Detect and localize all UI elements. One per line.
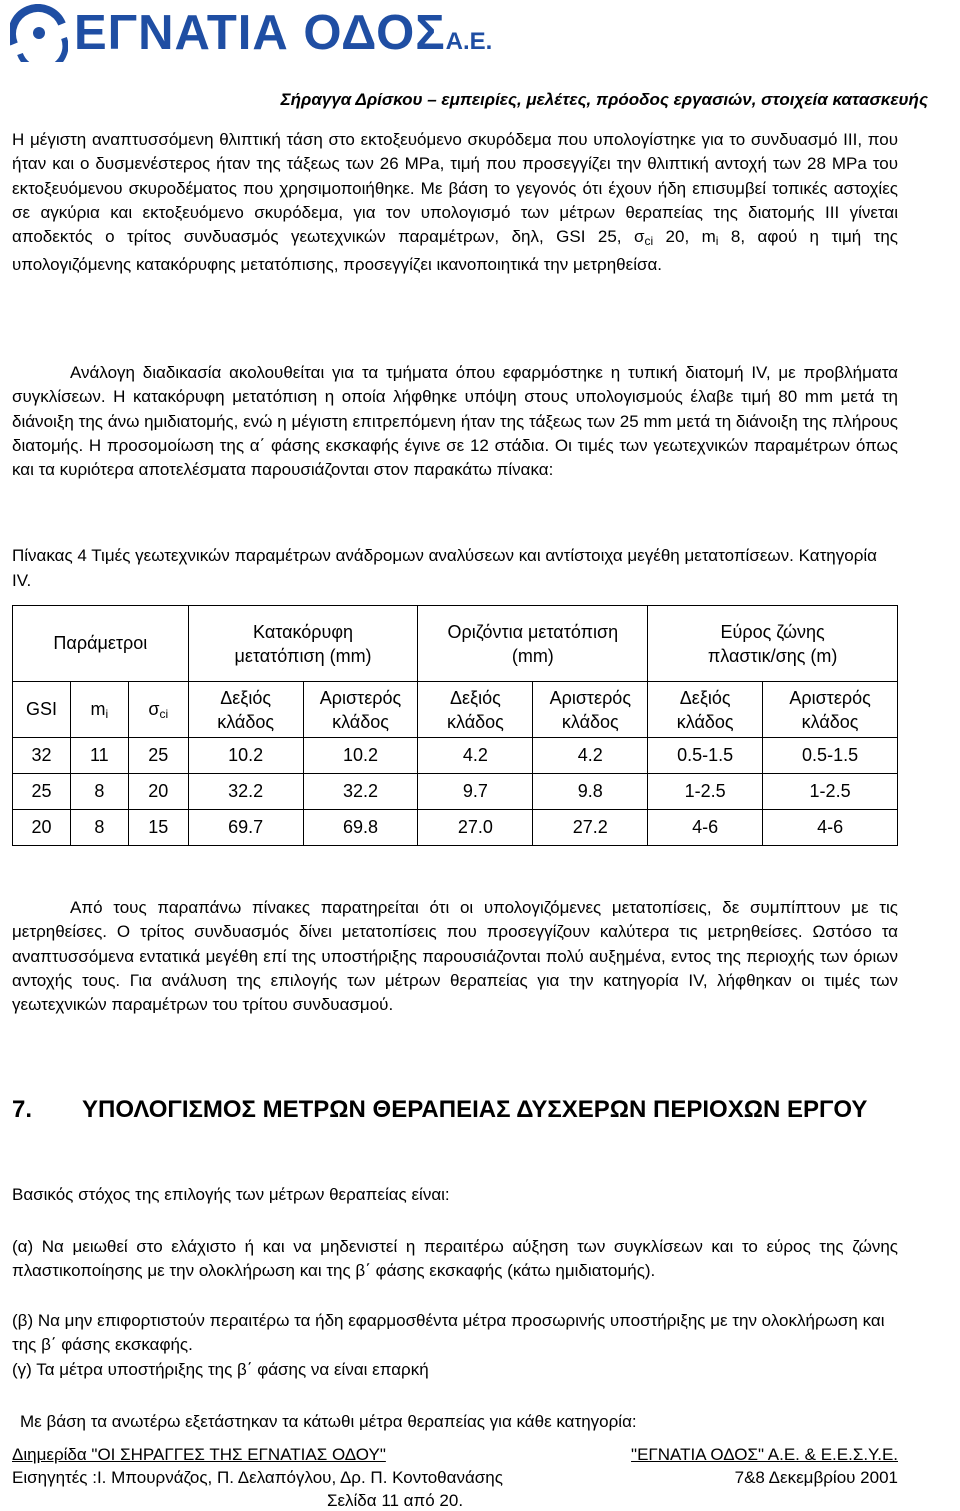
header-vertical-displacement: Κατακόρυφη μετατόπιση (mm) [188,606,418,682]
cell-gsi: 25 [13,774,71,810]
cell-vertical-left: 32.2 [303,774,418,810]
geotechnical-parameters-table [12,605,898,846]
footer-event: Διημερίδα "ΟΙ ΣΗΡΑΓΓΕΣ ΤΗΣ ΕΓΝΑΤΙΑΣ ΟΔΟΥ" [12,1445,386,1464]
paragraph-section-iv: Ανάλογη διαδικασία ακολουθείται για τα τμήματα όπου εφαρμόστηκε η τυπική διατομή ΙV, με προβλήματα συγκλίσεων. Η κατακόρυφη μετατόπιση η οποία λήφθηκε υπόψη στους υπολογισμούς έλαβε τιμή 80 mm μετά τη διάνοιξη της άνω ημιδιατομής, ενώ η μέγιστη επιτρεπόμενη ήταν της τάξεως των 25 mm μετά τη διάνοιξη της πλήρους διατομής. Η προσομοίωση της α΄ φάσης εκσκαφής έγινε σε 12 στάδια. Οι τιμές των γεωτεχνικών παραμέτρων όπως και τα κυριότερα αποτελέσματα παρουσιάζονται στον παρακάτω πίνακα: [12,363,898,480]
cell-vertical-right: 69.7 [188,810,303,846]
footer-page-number: Σελίδα 11 από 20. [326,1491,464,1510]
table-header-row [13,606,898,682]
footer-organizer: "ΕΓΝΑΤΙΑ ΟΔΟΣ" Α.Ε. & Ε.Ε.Σ.Υ.Ε. [631,1445,898,1464]
table-caption: Πίνακας 4 Τιμές γεωτεχνικών παραμέτρων ανάδρομων αναλύσεων και αντίστοιχα μεγέθη μετατοπίσεων. Κατηγορία ΙV. [12,546,877,590]
cell-sigma-ci: 20 [128,774,188,810]
table-row [13,810,898,846]
header-right-branch: Δεξιός κλάδος [648,682,763,738]
paragraph-stress-analysis: Η μέγιστη αναπτυσσόμενη θλιπτική τάση στο εκτοξευόμενο σκυρόδεμα που υπολογίστηκε για το συνδυασμό ΙΙΙ, που ήταν και ο δυσμενέστερος ήταν της τάξεως των 26 MPa, τιμή που προσεγγίζει την θλιπτική αντοχή των 28 MPa του εκτοξευόμενου σκυροδέματος που χρησιμοποιήθηκε. Με βάση το γεγονός ότι έχουν ήδη επισυμβεί τοπικές αστοχίες σε αγκύρια και εκτοξευόμενο σκυρόδεμα, για τον υπολογισμό των μέτρων θεραπείας της διατομής ΙΙΙ γίνεται αποδεκτός ο τρίτος συνδυασμός γεωτεχνικών παραμέτρων, δηλ, GSI 25, $\sigma_{ci}$ 20, $m_i$ 8, αφού η τιμή της υπολογιζόμενης κατακόρυφης μετατόπισης, προσεγγίζει ικανοποιητικά την μετρηθείσα. [12,130,898,275]
footer-line-1 [12,1445,898,1467]
header-mi: $m_i$ [70,682,128,738]
header-plastic-zone: Εύρος ζώνης πλαστικ/σης (m) [648,606,898,682]
header-right-branch: Δεξιός κλάδος [418,682,533,738]
table-row [13,738,898,774]
header-right-branch: Δεξιός κλάδος [188,682,303,738]
cell-horizontal-right: 27.0 [418,810,533,846]
cell-vertical-right: 32.2 [188,774,303,810]
cell-mi: 8 [70,810,128,846]
header-left-branch: Αριστερός κλάδος [763,682,898,738]
table-subheader-row [13,682,898,738]
cell-zone-right: 4-6 [648,810,763,846]
header-parameters: Παράμετροι [13,606,189,682]
footer-line-2 [12,1468,898,1490]
footer-date: 7&8 Δεκεμβρίου 2001 [734,1468,898,1487]
cell-gsi: 20 [13,810,71,846]
cell-sigma-ci: 25 [128,738,188,774]
cell-zone-right: 0.5-1.5 [648,738,763,774]
cell-zone-left: 1-2.5 [763,774,898,810]
cell-horizontal-left: 4.2 [533,738,648,774]
header-gsi: GSI [13,682,71,738]
section-number: 7. [12,1096,33,1123]
cell-vertical-left: 10.2 [303,738,418,774]
logo-emblem-icon [10,4,68,62]
cell-gsi: 32 [13,738,71,774]
list-item-a: (α) Να μειωθεί στο ελάχιστο ή και να μηδενιστεί η περαιτέρω αύξηση των συγκλίσεων και το εύρος της ζώνης πλαστικοποίησης με την ολοκλήρωση και της β΄ φάσης εκσκαφής (κάτω ημιδιατομής). [12,1237,898,1281]
paragraph-conclusions: Από τους παραπάνω πίνακες παρατηρείται ότι οι υπολογιζόμενες μετατοπίσεις, δε συμπίπτουν με τις μετρηθείσες. Ο τρίτος συνδυασμός δίνει μετατοπίσεις που προσεγγίζουν καλύτερα τις μετρηθείσες. Ωστόσο τα αναπτυσσόμενα εντατικά μεγέθη επί της υποστήριξης παρουσιάζονται πολύ αυξημένα, εντος της περιοχής των όριων αντοχής τους. Για ανάλυση της επιλογής των μέτρων θεραπείας για την κατηγορία ΙV, λήφθηκαν οι τιμές των γεωτεχνικών παραμέτρων του τρίτου συνδυασμού. [12,898,898,1015]
cell-horizontal-right: 4.2 [418,738,533,774]
cell-mi: 8 [70,774,128,810]
list-item-b: (β) Να μην επιφορτιστούν περαιτέρω τα ήδη εφαρμοσθέντα μέτρα προσωρινής υποστήριξης με την ολοκλήρωση και της β΄ φάσης εκσκαφής. [12,1311,885,1355]
cell-horizontal-left: 27.2 [533,810,648,846]
cell-sigma-ci: 15 [128,810,188,846]
cell-vertical-right: 10.2 [188,738,303,774]
cell-zone-right: 1-2.5 [648,774,763,810]
logo-wordmark: ΕΓΝΑΤΙΑ ΟΔΟΣΑ.Ε. [74,6,493,60]
table-row [13,774,898,810]
cell-horizontal-right: 9.7 [418,774,533,810]
company-logo [10,4,493,62]
cell-zone-left: 0.5-1.5 [763,738,898,774]
footer-authors: Εισηγητές :Ι. Μπουρνάζος, Π. Δελαπόγλου, Δρ. Π. Κοντοθανάσης [12,1468,503,1487]
header-sigma-ci: $\sigma_{ci}$ [128,682,188,738]
paragraph-goal: Βασικός στόχος της επιλογής των μέτρων θεραπείας είναι: [12,1185,450,1204]
footer-line-3 [12,1491,898,1511]
header-left-branch: Αριστερός κλάδος [533,682,648,738]
cell-zone-left: 4-6 [763,810,898,846]
section-title: ΥΠΟΛΟΓΙΣΜΟΣ ΜΕΤΡΩΝ ΘΕΡΑΠΕΙΑΣ ΔΥΣΧΕΡΩΝ ΠΕΡΙΟΧΩΝ ΕΡΓΟΥ [82,1096,868,1123]
paragraph-remedial-measures: Με βάση τα ανωτέρω εξετάστηκαν τα κάτωθι μέτρα θεραπείας για κάθε κατηγορία: [20,1412,637,1431]
list-item-c: (γ) Τα μέτρα υποστήριξης της β΄ φάσης να είναι επαρκή [12,1360,429,1379]
header-horizontal-displacement: Οριζόντια μετατόπιση (mm) [418,606,648,682]
section-heading [12,1094,912,1126]
cell-mi: 11 [70,738,128,774]
cell-vertical-left: 69.8 [303,810,418,846]
page-header-title: Σήραγγα Δρίσκου – εμπειρίες, μελέτες, πρόοδος εργασιών, στοιχεία κατασκευής [280,90,928,109]
cell-horizontal-left: 9.8 [533,774,648,810]
header-left-branch: Αριστερός κλάδος [303,682,418,738]
